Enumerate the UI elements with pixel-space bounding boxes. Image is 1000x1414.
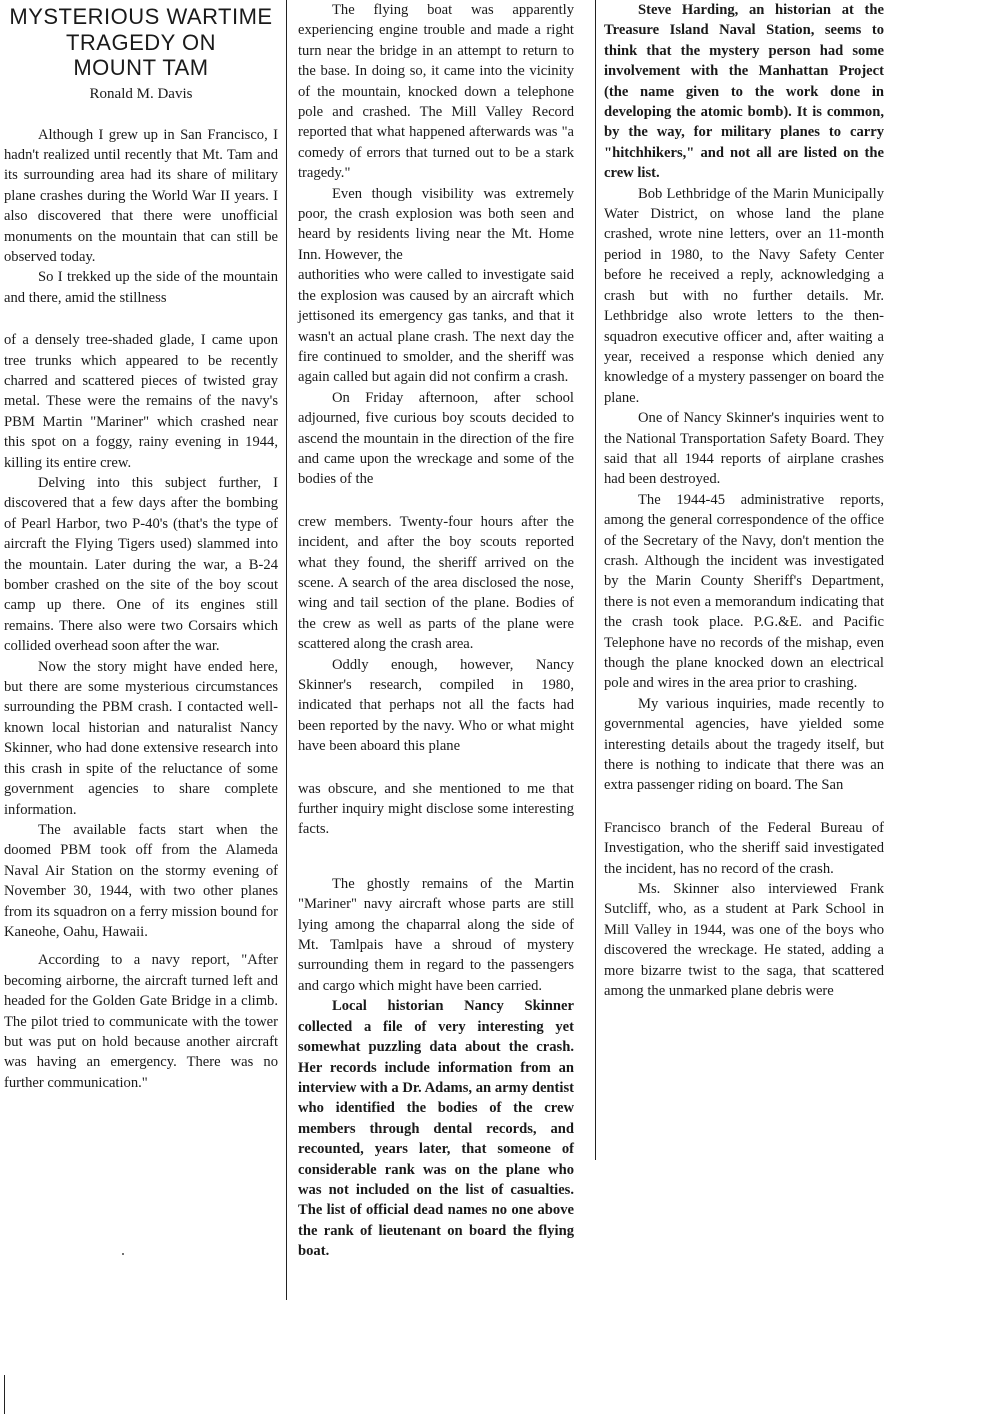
article-title (4, 4, 278, 81)
paragraph: The available facts start when the doomed PBM took off from the Alameda Naval Air Station on the stormy evening of November 30, 1944, with two other planes from its squadron on a ferry mission bound for Kaneohe, Oahu, Hawaii. (4, 821, 278, 940)
title-line-2: TRAGEDY ON (65, 29, 217, 55)
paragraph: Although I grew up in San Francisco, I hadn't realized until recently that Mt. Tam and its surrounding area had its share of military plane crashes during the World War II years. I also discovered that there were unofficial monuments on the mountain that can still be observed today. (4, 126, 278, 265)
paragraph: Now the story might have ended here, but there are some mysterious circumstances surrounding the PBM crash. I contacted well-known local historian and naturalist Nancy Skinner, who had done extensive research into this crash in spite of the reluctance of some government agencies to share complete information. (4, 658, 278, 818)
article-column-3 (604, 0, 884, 1002)
column-rule-left (286, 0, 287, 1300)
paragraph: crew members. Twenty-four hours after the incident, and after the boy scouts reported what they found, the sheriff arrived on the scene. A search of the area disclosed the nose, wing and tail section of the plane. Bodies of the crew as well as parts of the plane were scattered along the crash area. (298, 513, 574, 653)
paragraph: So I trekked up the side of the mountain and there, amid the stillness (4, 269, 278, 306)
paragraph: of a densely tree-shaded glade, I came upon tree trunks which appeared to be recently charred and scattered pieces of twisted gray metal. These were the remains of the navy's PBM Martin "Mariner" which crashed near this spot on a foggy, rainy evening in 1944, killing its entire crew. (4, 332, 278, 471)
paragraph: My various inquiries, made recently to governmental agencies, have yielded some interesting details about the tragedy itself, but there is nothing to indicate that there was an extra passenger riding on board. The San (604, 695, 884, 794)
paragraph: Steve Harding, an historian at the Treasure Island Naval Station, seems to think that the mystery person had some involvement with the Manhattan Project (the name given to the work done in developing the atomic bomb). It is common, by the way, for military planes to carry "hitchhikers," and not all are listed on the crew list. (604, 2, 884, 182)
column-rule-right (595, 0, 596, 1160)
margin-mark (4, 1375, 5, 1414)
paragraph: Ms. Skinner also interviewed Frank Sutcliff, who, as a student at Park School in Mill Valley in 1944, was one of the boys who discovered the wreckage. He stated, adding a more bizarre twist to the saga, that scattered among the unmarked plane debris were (604, 881, 884, 1000)
paragraph: The flying boat was apparently experiencing engine trouble and made a right turn near the bridge in an attempt to return to the base. In doing so, it came into the vicinity of the mountain, knocked down a telephone pole and crashed. The Mill Valley Record reported that what happened afterwards was "a comedy of errors that turned out to be a stark tragedy." (298, 2, 574, 182)
speck (122, 1253, 124, 1255)
paragraph: The 1944-45 administrative reports, among the general correspondence of the office of the Secretary of the Navy, don't mention the crash. Although the incident was investigated by the Marin County Sheriff's Department, there is not even a memorandum indicating that the crash took place. P.G.&E. and Pacific Telephone have no records of the mishap, even though the plane knocked down an electrical pole and wires in the area prior to crashing. (604, 491, 884, 692)
paragraph: Francisco branch of the Federal Bureau of Investigation, who the sheriff said investigated the incident, has no record of the crash. (604, 819, 884, 877)
author-byline: Ronald M. Davis (89, 85, 193, 102)
paragraph: Bob Lethbridge of the Marin Municipally Water District, on whose land the plane crashed, wrote nine letters, over an 11-month period in 1980, to the Navy Safety Center before he received a reply, acknowledging a crash but with no further details. Mr. Lethbridge also wrote letters to the then-squadron executive officer and, after waiting a year, received a response which denied any knowledge of a mystery passenger on board the plane. (604, 185, 884, 406)
paragraph: Even though visibility was extremely poor, the crash explosion was both seen and heard by residents living near the Mt. Home Inn. However, the (298, 185, 574, 263)
article-column-1 (4, 0, 278, 1093)
title-line-1: MYSTERIOUS WARTIME (9, 4, 273, 29)
paragraph: On Friday afternoon, after school adjourned, five curious boy scouts decided to ascend the mountain in the direction of the fire and came upon the wreckage and some of the bodies of the (298, 389, 574, 488)
paragraph: The ghostly remains of the Martin "Mariner" navy aircraft whose parts are still lying among the chaparral along the side of Mt. Tamlpais have a shroud of mystery surrounding them in regard to the passengers and cargo which might have been carried. (298, 875, 574, 994)
title-line-3: MOUNT TAM (73, 55, 209, 80)
paragraph: authorities who were called to investigate said the explosion was caused by an aircraft which jettisoned its emergency gas tanks, and that it wasn't an actual plane crash. The next day the fire continued to smolder, and the sheriff was again called but again did not confirm a crash. (298, 267, 574, 386)
paragraph: According to a navy report, "After becoming airborne, the aircraft turned left and headed for the Golden Gate Bridge in a climb. The pilot tried to communicate with the tower but was put on hold because another aircraft was having an emergency. There was no further communication." (4, 952, 278, 1091)
paragraph: One of Nancy Skinner's inquiries went to the National Transportation Safety Board. They said that all 1944 reports of airplane crashes had been destroyed. (604, 410, 884, 488)
paragraph: Local historian Nancy Skinner collected a file of very interesting yet somewhat puzzling data about the crash. Her records include information from an interview with a Dr. Adams, an army dentist who identified the bodies of the crew members through dental records, and recounted, years later, that someone of considerable rank was on the plane who was not included on the list of casualties. The list of official dead names no one above the rank of lieutenant on board the flying boat. (298, 998, 574, 1260)
paragraph: Delving into this subject further, I discovered that a few days after the bombing of Pearl Harbor, two P-40's (that's the type of aircraft the Flying Tigers used) slammed into the mountain. Later during the war, a B-24 bomber crashed on the site of the boy scout camp up there. One of its engines still remains. There also were two Corsairs which collided overhead soon after the war. (4, 475, 278, 655)
article-column-2 (298, 0, 574, 1262)
paragraph: was obscure, and she mentioned to me that further inquiry might disclose some interesting facts. (298, 780, 574, 838)
paragraph: Oddly enough, however, Nancy Skinner's research, compiled in 1980, indicated that perhaps not all the facts had been reported by the navy. Who or what might have been aboard this plane (298, 656, 574, 755)
